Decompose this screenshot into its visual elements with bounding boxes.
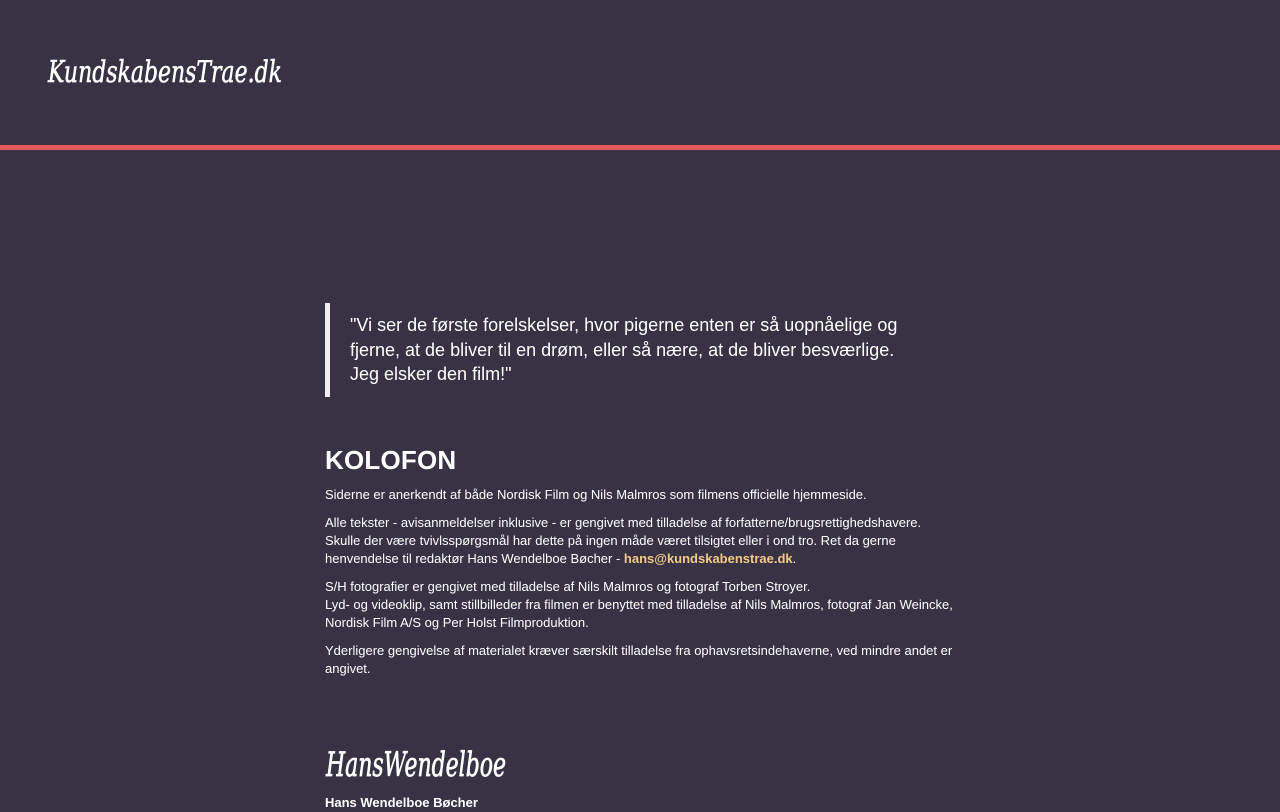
svg-text:HansWendelboe: HansWendelboe (325, 744, 506, 785)
site-header (0, 0, 1280, 145)
photos-permission-line: S/H fotografier er gengivet med tilladelse af Nils Malmros og fotograf Torben Stroyer. (325, 578, 811, 594)
kolofon-paragraph-recognition (325, 486, 957, 504)
main-content (325, 303, 957, 812)
reproduction-text: Yderligere gengivelse af materialet kræver særskilt tilladelse fra ophavsretsindehaverne, ved mindre andet er angivet. (325, 642, 953, 676)
texts-permission-line: Alle tekster - avisanmeldelser inklusive - er gengivet med tilladelse af forfatterne/brugsrettighedshavere. (325, 514, 922, 530)
logo-wordmark-icon (46, 50, 286, 94)
media-permission-line: Lyd- og videoklip, samt stillbilleder fra filmen er benyttet med tilladelse af Nils Malmros, fotograf Jan Weincke, Nordisk Film A/S og Per Holst Filmproduktion. (325, 596, 953, 630)
header-accent-rule (0, 145, 1280, 150)
contact-line: Skulle der være tvivlsspørgsmål har dette på ingen måde været tilsigtet eller i ond tro. Ret da gerne henvendelse til redaktør Hans Wendelboe Bøcher - (325, 532, 896, 566)
film-quote: "Vi ser de første forelskelser, hvor pigerne enten er så uopnåelige og fjerne, at de bliver til en drøm, eller så nære, at de bliver besværlige. Jeg elsker den film!" (325, 303, 940, 397)
editor-signature (325, 724, 509, 786)
site-logo[interactable] (46, 50, 286, 94)
kolofon-paragraph-photos (325, 578, 957, 632)
recognition-text: Siderne er anerkendt af både Nordisk Film og Nils Malmros som filmens officielle hjemmeside. (325, 486, 867, 502)
kolofon-heading: KOLOFON (325, 444, 457, 475)
kolofon-paragraph-reproduction (325, 642, 957, 678)
editor-email-link[interactable]: hans@kundskabenstrae.dk (623, 550, 793, 566)
kolofon-paragraph-texts (325, 514, 957, 568)
signature-icon (325, 724, 509, 786)
editor-name: Hans Wendelboe Bøcher (325, 794, 478, 810)
svg-text:KundskabensTrae.dk: KundskabensTrae.dk (47, 55, 283, 90)
contact-line-end: . (792, 550, 797, 566)
